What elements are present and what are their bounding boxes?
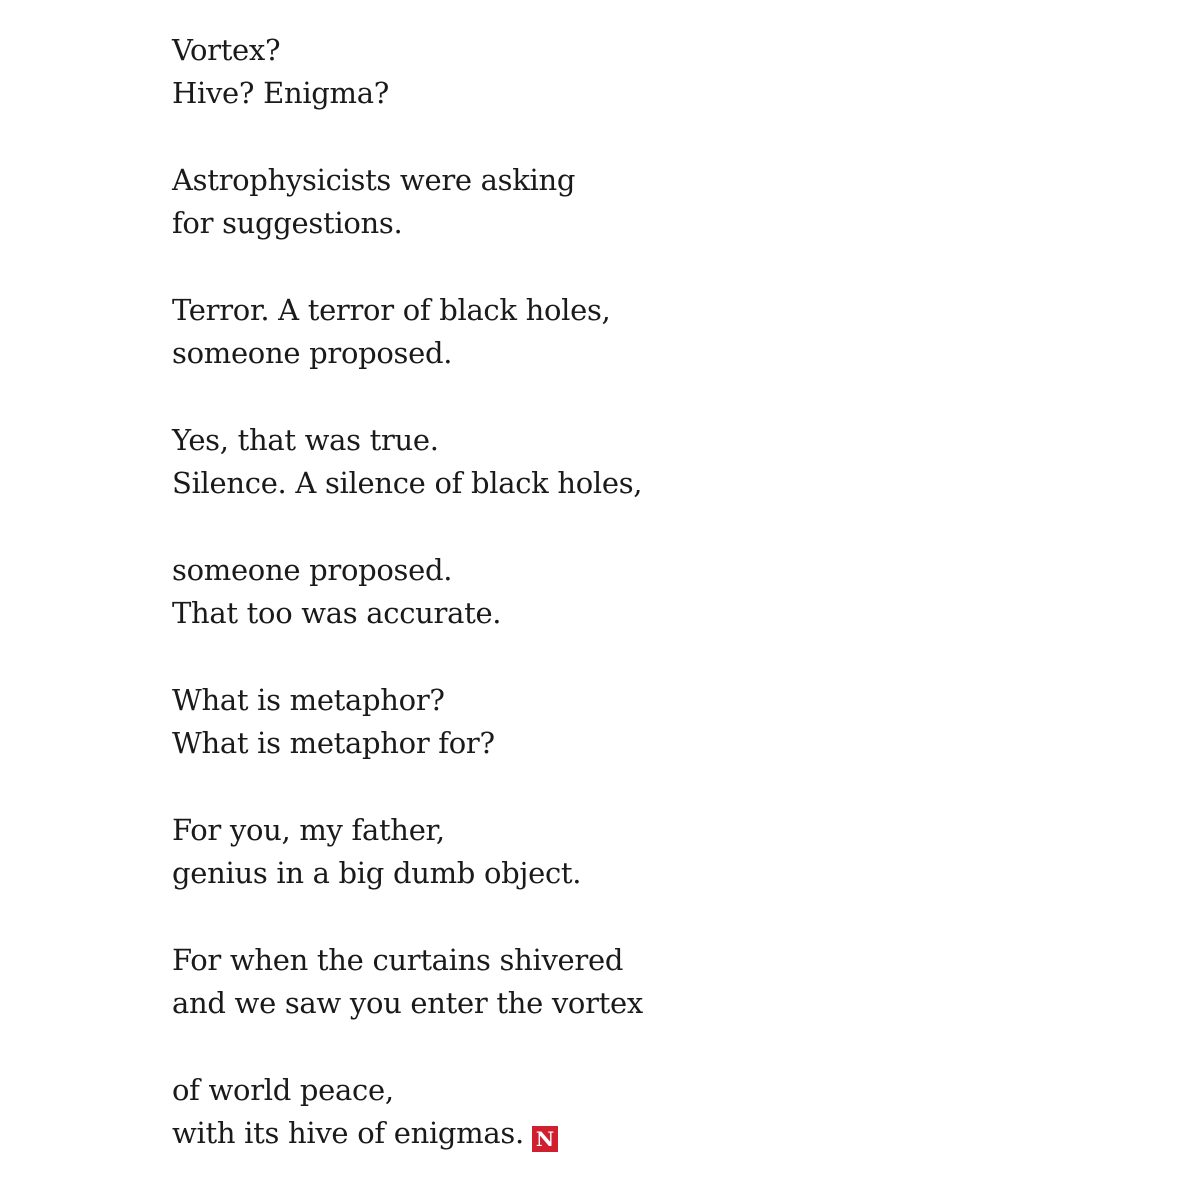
- poem-line: Yes, that was true.: [172, 423, 439, 457]
- poem-line: Astrophysicists were asking: [172, 163, 576, 197]
- poem-body: [172, 0, 1152, 1155]
- poem-line: of world peace,: [172, 1073, 394, 1107]
- poem-line: Vortex?: [172, 33, 281, 67]
- stanza: [172, 1069, 1152, 1155]
- end-mark-icon: N: [532, 1126, 558, 1152]
- poem-line: for suggestions.: [172, 206, 403, 240]
- poem-line: someone proposed.: [172, 336, 453, 370]
- poem-line: and we saw you enter the vortex: [172, 986, 643, 1020]
- poem-line: Hive? Enigma?: [172, 76, 389, 110]
- stanza: [172, 939, 1152, 1025]
- poem-line: Silence. A silence of black holes,: [172, 466, 643, 500]
- stanza: [172, 159, 1152, 245]
- stanza: [172, 549, 1152, 635]
- poem-line: someone proposed.: [172, 553, 453, 587]
- poem-line: Terror. A terror of black holes,: [172, 293, 611, 327]
- stanza: [172, 0, 1152, 115]
- poem-line: What is metaphor for?: [172, 726, 495, 760]
- poem-line: genius in a big dumb object.: [172, 856, 582, 890]
- poem-line: For you, my father,: [172, 813, 445, 847]
- stanza: [172, 419, 1152, 505]
- poem-line-last: [172, 1112, 1152, 1155]
- stanza: [172, 679, 1152, 765]
- poem-line: What is metaphor?: [172, 683, 445, 717]
- stanza: [172, 289, 1152, 375]
- stanza: [172, 809, 1152, 895]
- poem-line: That too was accurate.: [172, 596, 502, 630]
- poem-line-text: with its hive of enigmas.: [172, 1116, 524, 1150]
- poem-line: For when the curtains shivered: [172, 943, 624, 977]
